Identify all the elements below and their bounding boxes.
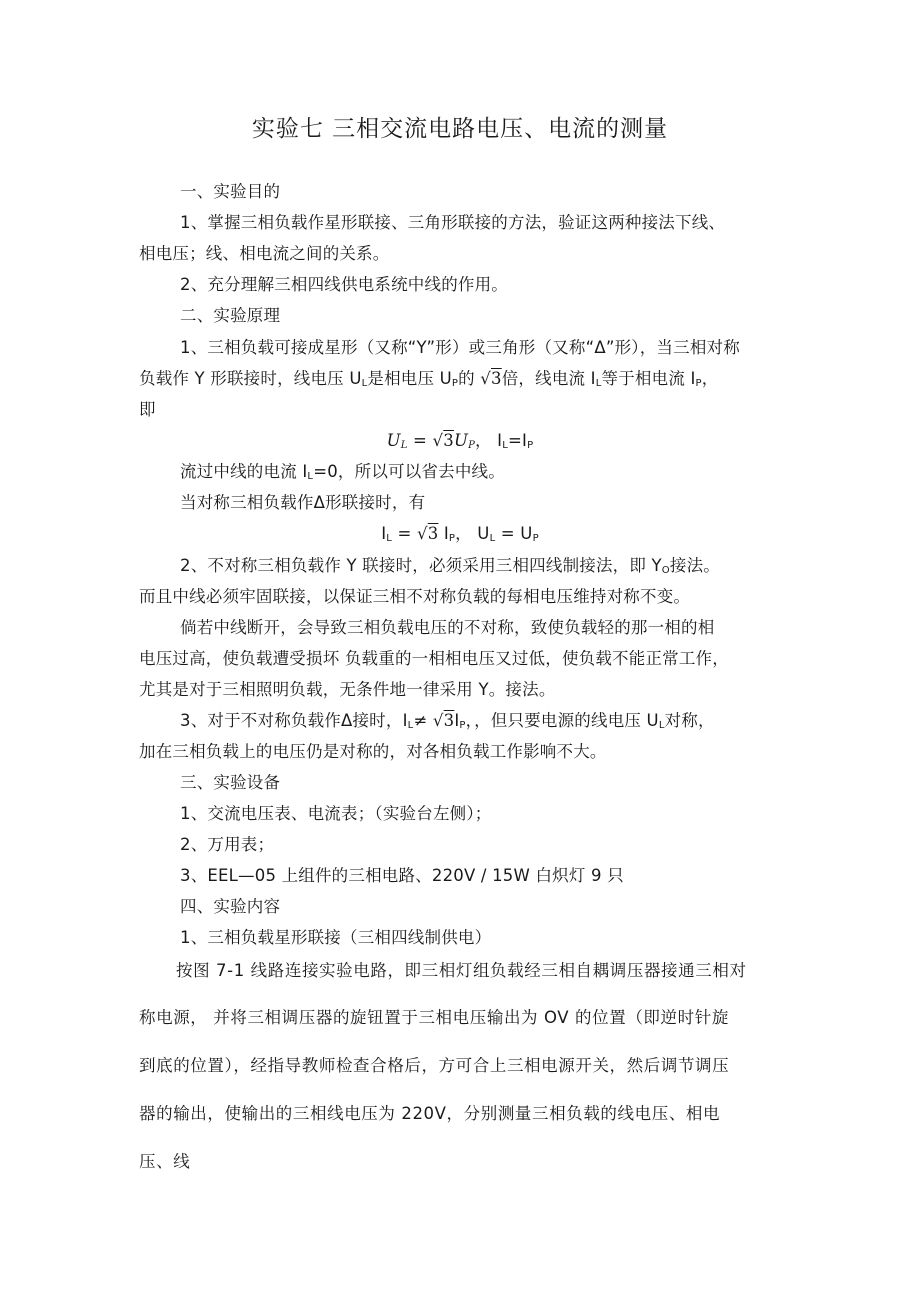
section-heading: 二、实验原理: [180, 306, 281, 325]
text-run: 接法。: [669, 556, 720, 575]
formula-op: =: [392, 524, 417, 543]
list-item: 1、交流电压表、电流表；（实验台左侧）；: [180, 804, 492, 823]
paragraph-line: [180, 555, 830, 582]
paragraph-line: 电压过高，使负载遭受损坏 负载重的一相相电压又过低，使负载不能正常工作，: [139, 649, 729, 668]
text-run: 负载作 Y 形联接时，线电压 U: [139, 369, 362, 388]
text-run: 的: [458, 369, 475, 388]
text-run: 倍，线电流 I: [501, 369, 596, 388]
sqrt-radicand: 3: [427, 524, 439, 543]
sqrt-expression: [433, 431, 454, 450]
text-run: ，: [701, 369, 719, 388]
sqrt-symbol: √: [432, 711, 444, 730]
formula-text: =I: [508, 431, 528, 450]
subscript: P: [532, 533, 539, 544]
text-run: 3、对于不对称负载作Δ接时，I: [180, 711, 408, 730]
subscript: P: [448, 533, 456, 544]
section-heading: 一、实验目的: [180, 182, 281, 201]
paragraph-line: 1、掌握三相负载作星形联接、三角形联接的方法，验证这两种接法下线、: [180, 213, 726, 232]
paragraph-line: [180, 461, 830, 488]
sqrt-expression: [480, 369, 501, 388]
paragraph-line: 即: [139, 400, 156, 419]
sqrt-symbol: √: [480, 369, 492, 388]
formula-1: [0, 430, 920, 457]
formula-text: I: [438, 524, 449, 543]
subscript: L: [361, 378, 368, 389]
formula-text: = U: [495, 524, 533, 543]
subscript: L: [400, 440, 408, 451]
subscript: P: [459, 720, 466, 731]
text-run: =0，所以可以省去中线。: [313, 462, 505, 481]
paragraph-line: 2、充分理解三相四线供电系统中线的作用。: [180, 275, 508, 294]
paragraph-line: 而且中线必须牢固联接，以保证三相不对称负载的每相电压维持对称不变。: [139, 587, 691, 606]
subscript: L: [307, 471, 314, 482]
subscript: L: [407, 720, 414, 731]
text-run: ≠: [413, 711, 428, 730]
subscript: L: [658, 720, 665, 731]
sqrt-radicand: 3: [491, 369, 502, 388]
subscript: P: [527, 440, 534, 451]
list-item: 3、EEL—05 上组件的三相电路、220V / 15W 白炽灯 9 只: [180, 866, 624, 885]
paragraph-line: 到底的位置），经指导教师检查合格后，方可合上三相电源开关，然后调节调压: [139, 1056, 730, 1075]
text-run: ，，但只要电源的线电压 U: [465, 711, 659, 730]
text-run: 对称，: [664, 711, 715, 730]
paragraph-line: 称电源， 并将三相调压器的旋钮置于三相电压输出为 OV 的位置（即逆时针旋: [139, 1008, 729, 1027]
subscript: P: [451, 378, 459, 389]
sqrt-expression: [417, 524, 438, 543]
paragraph-line: [180, 710, 830, 737]
paragraph-line: 尤其是对于三相照明负载，无条件地一律采用 Y。接法。: [139, 680, 556, 699]
sqrt-radicand: 3: [443, 431, 454, 450]
formula-var: U: [386, 431, 401, 450]
text-run: 流过中线的电流 I: [180, 462, 308, 481]
text-run: 2、不对称三相负载作 Y 联接时，必须采用三相四线制接法，即 Y: [180, 556, 662, 575]
section-heading: 三、实验设备: [180, 773, 281, 792]
formula-text: I: [381, 524, 387, 543]
paragraph-line: 按图 7-1 线路连接实验电路，即三相灯组负载经三相自耦调压器接通三相对: [176, 961, 747, 980]
paragraph-line: 相电压；线、相电流之间的关系。: [139, 244, 390, 263]
formula-op: =: [407, 431, 433, 450]
text-run: 是相电压 U: [367, 369, 452, 388]
paragraph-line: 当对称三相负载作Δ形联接时，有: [180, 493, 426, 512]
formula-text: ， I: [475, 431, 503, 450]
section-heading: 四、实验内容: [180, 897, 281, 916]
list-item: 1、三相负载星形联接（三相四线制供电）: [180, 928, 492, 947]
list-item: 2、万用表；: [180, 835, 275, 854]
formula-text: ， U: [455, 524, 490, 543]
subscript: L: [489, 533, 496, 544]
subscript: L: [386, 533, 393, 544]
text-run: 等于相电流 I: [601, 369, 696, 388]
sqrt-expression: [433, 711, 454, 730]
page-title: 实验七 三相交流电路电压、电流的测量: [251, 116, 669, 142]
sqrt-radicand: 3: [443, 711, 455, 730]
subscript: P: [695, 378, 702, 389]
paragraph-line: [139, 368, 789, 395]
subscript: P: [468, 440, 475, 451]
paragraph-line: 压、线: [139, 1152, 191, 1171]
text-run: I: [454, 711, 460, 730]
formula-var: U: [453, 431, 469, 450]
subscript: O: [661, 565, 670, 576]
paragraph-line: 器的输出，使输出的三相线电压为 220V，分别测量三相负载的线电压、相电: [139, 1104, 721, 1123]
paragraph-line: 1、三相负载可接成星形（又称“Y”形）或三角形（又称“Δ”形），当三相对称: [180, 338, 740, 357]
paragraph-line: 加在三相负载上的电压仍是对称的，对各相负载工作影响不大。: [139, 742, 607, 761]
paragraph-line: 倘若中线断开，会导致三相负载电压的不对称，致使负载轻的那一相的相: [180, 618, 715, 637]
sqrt-symbol: √: [432, 431, 444, 450]
subscript: L: [595, 378, 602, 389]
sqrt-symbol: √: [416, 524, 428, 543]
formula-2: [0, 523, 920, 550]
subscript: L: [502, 440, 508, 451]
